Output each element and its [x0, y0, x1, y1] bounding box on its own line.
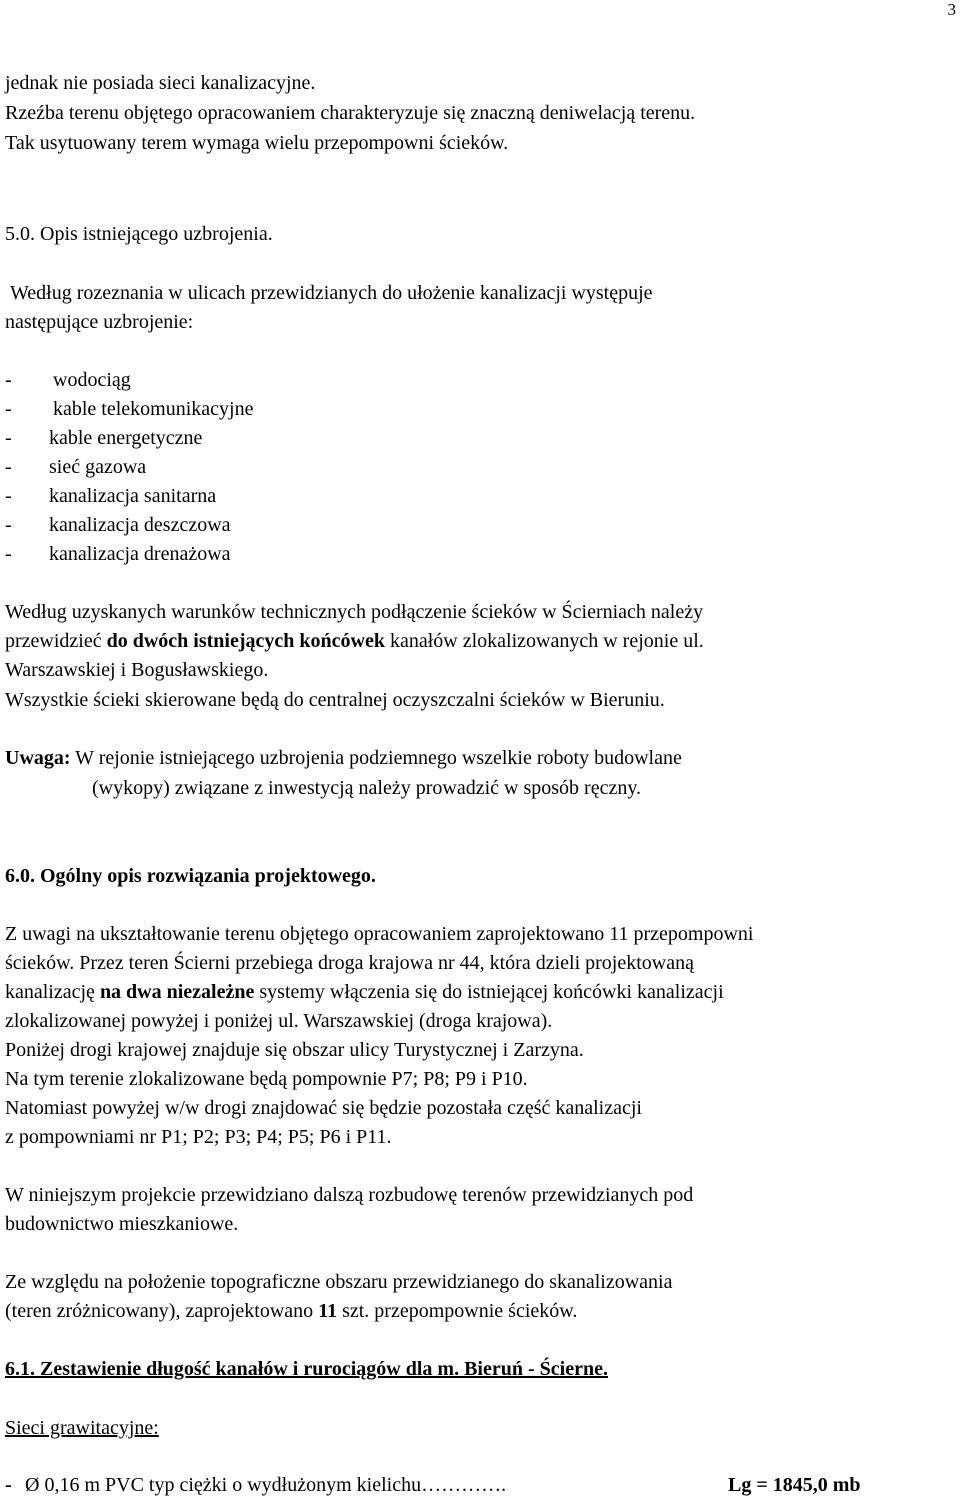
list-item [5, 395, 253, 424]
list-dash: - [5, 514, 12, 536]
page-number: 3 [947, 0, 956, 19]
list-item [5, 540, 253, 569]
intro-line-2: Rzeźba terenu objętego opracowaniem charakteryzuje się znaczną deniwelacją terenu. [5, 102, 696, 124]
list-item [5, 511, 253, 540]
gravity-networks-subheading: Sieci grawitacyjne: [5, 1417, 159, 1439]
list-dash: - [5, 398, 12, 420]
list-item [5, 424, 253, 453]
section-6-p2-line2: budownictwo mieszkaniowe. [5, 1213, 239, 1235]
pipe-item [5, 1473, 506, 1497]
note-line-1: Uwaga: W rejonie istniejącego uzbrojenia podziemnego wszelkie roboty budowlane [5, 747, 682, 769]
list-item [5, 366, 253, 395]
section-6-p3-line2: (teren zróżnicowany), zaprojektowano 11 szt. przepompownie ścieków. [5, 1300, 578, 1322]
section-6-p2-line1: W niniejszym projekcie przewidziano dalszą rozbudowę terenów przewidzianych pod [5, 1184, 694, 1206]
section-5-para2-line1: Według uzyskanych warunków technicznych podłączenie ścieków w Ścierniach należy [5, 601, 704, 623]
list-dash: - [5, 369, 12, 391]
section-6-p1-line8: z pompowniami nr P1; P2; P3; P4; P5; P6 i P11. [5, 1126, 392, 1148]
bold-phrase: na dwa niezależne [99, 981, 255, 1003]
section-6-p1-line5: Poniżej drogi krajowej znajduje się obszar ulicy Turystycznej i Zarzyna. [5, 1039, 584, 1061]
pipe-description: Ø 0,16 m PVC typ ciężki o wydłużonym kielichu…………. [25, 1474, 507, 1496]
list-item-label: kable telekomunikacyjne [53, 398, 254, 420]
section-5-para2-line2: przewidzieć do dwóch istniejących końcówek kanałów zlokalizowanych w rejonie ul. [5, 630, 704, 652]
section-5-heading: 5.0. Opis istniejącego uzbrojenia. [5, 223, 273, 245]
section-6-p3-line1: Ze względu na położenie topograficzne obszaru przewidzianego do skanalizowania [5, 1271, 673, 1293]
note-line-2: (wykopy) związane z inwestycją należy prowadzić w sposób ręczny. [92, 777, 642, 799]
list-dash: - [5, 427, 12, 449]
list-item [5, 453, 253, 482]
list-dash: - [5, 485, 12, 507]
section-6-heading: 6.0. Ogólny opis rozwiązania projektowego. [5, 865, 376, 887]
list-dash: - [5, 456, 12, 478]
section-5-para1-line2: następujące uzbrojenie: [5, 311, 194, 333]
list-item-label: kanalizacja sanitarna [49, 485, 217, 507]
section-6-p1-line1: Z uwagi na ukształtowanie terenu objętego opracowaniem zaprojektowano 11 przepompowni [5, 923, 754, 945]
list-item-label: kable energetyczne [49, 427, 203, 449]
list-item [5, 482, 253, 511]
intro-line-3: Tak usytuowany terem wymaga wielu przepompowni ścieków. [5, 132, 509, 154]
section-5-para1-line1: Według rozeznania w ulicach przewidzianych do ułożenie kanalizacji występuje [10, 282, 653, 304]
infrastructure-list [5, 366, 253, 569]
section-6-p1-line3: kanalizację na dwa niezależne systemy włączenia się do istniejącej końcówki kanalizacji [5, 981, 724, 1003]
bold-number: 11 [318, 1300, 338, 1322]
section-6-p1-line6: Na tym terenie zlokalizowane będą pompownie P7; P8; P9 i P10. [5, 1068, 528, 1090]
section-6-1-heading: 6.1. Zestawienie długość kanałów i rurociągów dla m. Bieruń - Ścierne. [5, 1358, 608, 1380]
section-5-para2-line4: Wszystkie ścieki skierowane będą do centralnej oczyszczalni ścieków w Bieruniu. [5, 689, 665, 711]
list-item-label: kanalizacja deszczowa [49, 514, 231, 536]
section-6-p1-line2: ścieków. Przez teren Ścierni przebiega droga krajowa nr 44, która dzieli projektowaną [5, 952, 694, 974]
list-item-label: kanalizacja drenażowa [49, 543, 231, 565]
list-item-label: wodociąg [53, 369, 131, 391]
section-5-para2-line3: Warszawskiej i Bogusławskiego. [5, 659, 269, 681]
note-label: Uwaga: [5, 747, 71, 769]
bold-phrase: do dwóch istniejących końcówek [106, 630, 385, 652]
section-6-p1-line7: Natomiast powyżej w/w drogi znajdować się będzie pozostała część kanalizacji [5, 1097, 642, 1119]
intro-line-1: jednak nie posiada sieci kanalizacyjne. [5, 72, 316, 94]
section-6-p1-line4: zlokalizowanej powyżej i poniżej ul. Warszawskiej (droga krajowa). [5, 1010, 553, 1032]
pipe-length: Lg = 1845,0 mb [728, 1474, 861, 1496]
list-dash: - [5, 543, 12, 565]
list-item-label: sieć gazowa [49, 456, 147, 478]
pipe-dash: - [5, 1474, 12, 1496]
